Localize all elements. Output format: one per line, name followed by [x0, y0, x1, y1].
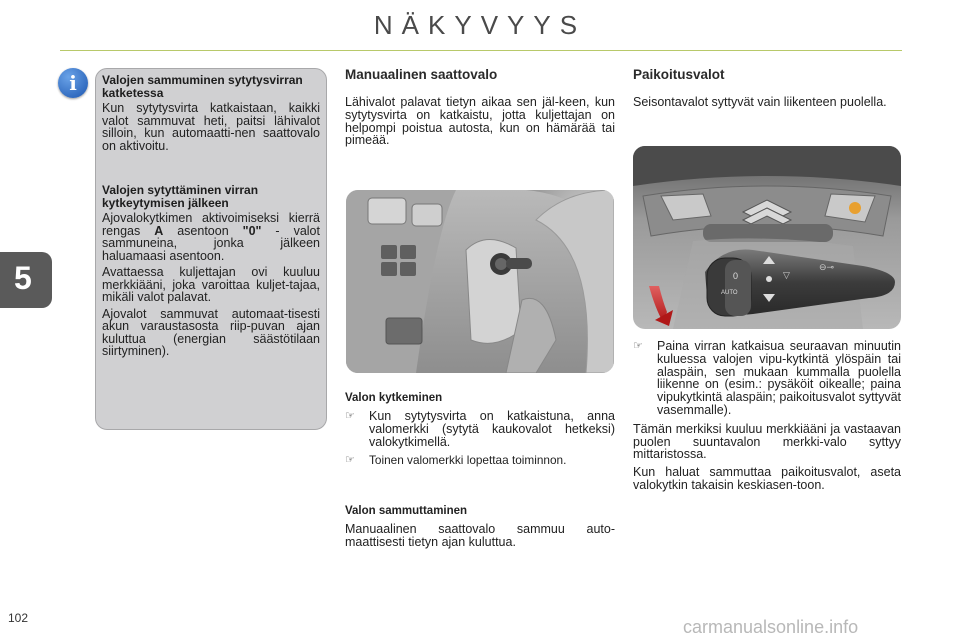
info-paragraph-4: Ajovalot sammuvat automaat-tisesti akun varaustasosta riip-puvan ajan kuluttua (energian säästötilaan siirtyminen). [102, 306, 320, 358]
manual-heading: Manuaalinen saattovalo [345, 67, 498, 82]
info-paragraph-1: Kun sytytysvirta katkaistaan, kaikki valot sammuvat heti, paitsi lähivalot silloin, kun automaatti-nen saattovalo on aktivoitu. [102, 101, 320, 153]
auto-position-label: AUTO [721, 290, 738, 296]
list-item: ☞ Toinen valomerkki lopettaa toiminnon. [345, 453, 567, 468]
light-off-text: Manuaalinen saattovalo sammuu auto-maattisesti tietyn ajan kuluttua. [345, 522, 615, 549]
parking-paragraph-1: Tämän merkiksi kuuluu merkkiääni ja vastaavan puolen suuntavalon merkki-valo syttyy mittaristossa. [633, 421, 901, 462]
title-divider [60, 50, 902, 51]
pointer-icon: ☞ [345, 410, 355, 422]
manual-section-bottom [345, 392, 615, 554]
zero-position-label: 0 [733, 271, 739, 281]
list-item: ☞ Kun sytytysvirta on katkaistuna, anna valomerkki (sytytä kaukovalot hetkeksi) valokytkimellä. [345, 409, 615, 449]
info-heading-2: Valojen sytyttäminen virran kytkeytymisen jälkeen [102, 183, 259, 210]
manual-intro: Lähivalot palavat tietyn aikaa sen jäl-keen, kun sytytysvirta on katkaistu, jotta kuljettajan on helpompi poistua autosta, kun on hämärää tai pimeää. [345, 95, 615, 148]
stalk-photo [633, 146, 901, 329]
parking-section-bottom [633, 340, 901, 497]
info-icon: i [58, 68, 88, 98]
svg-text:⊖⊸: ⊖⊸ [819, 262, 835, 272]
light-on-heading: Valon kytkeminen [345, 392, 443, 404]
pointer-icon: ☞ [633, 340, 643, 352]
parking-heading: Paikoitusvalot [633, 67, 725, 82]
parking-intro: Seisontavalot syttyvät vain liikenteen puolella. [633, 95, 887, 109]
dashboard-photo [346, 190, 614, 373]
watermark: carmanualsonline.info [683, 617, 859, 637]
info-paragraph-3: Avattaessa kuljettajan ovi kuuluu merkkiääni, joka varoittaa kuljet-tajaa, mikäli valot palavat. [102, 265, 320, 304]
info-heading-1: Valojen sammuminen sytytysvirran katketessa [102, 73, 303, 100]
light-off-heading: Valon sammuttaminen [345, 505, 468, 518]
list-item: ☞ Paina virran katkaisua seuraavan minuutin kuluessa valojen vipu-kytkintä ylöspäin tai alaspäin, sen mukaan kummalla puolella liikenne on (esim.: pysäköit oikealle; paina vipukytkintä alaspäin; paikoitusvalot syttyvät vasemmalle). [633, 339, 901, 417]
page-title: NÄKYVYYS [373, 10, 587, 40]
parking-paragraph-2: Kun haluat sammuttaa paikoitusvalot, aseta valokytkin takaisin keskiasen-toon. [633, 465, 901, 492]
pointer-icon: ☞ [345, 454, 355, 467]
info-paragraph-2: Ajovalokytkimen aktivoimiseksi kierrä rengas A asentoon "0" - valot sammuneina, jonka jälkeen haluamaasi asentoon. [102, 211, 320, 263]
info-box [95, 68, 327, 430]
page-number: 102 [8, 611, 29, 625]
svg-text:▽: ▽ [783, 270, 790, 280]
parking-section-top [633, 67, 901, 114]
chapter-number: 5 [14, 260, 32, 296]
manual-section-top [345, 67, 615, 152]
chapter-tab[interactable] [0, 252, 52, 308]
